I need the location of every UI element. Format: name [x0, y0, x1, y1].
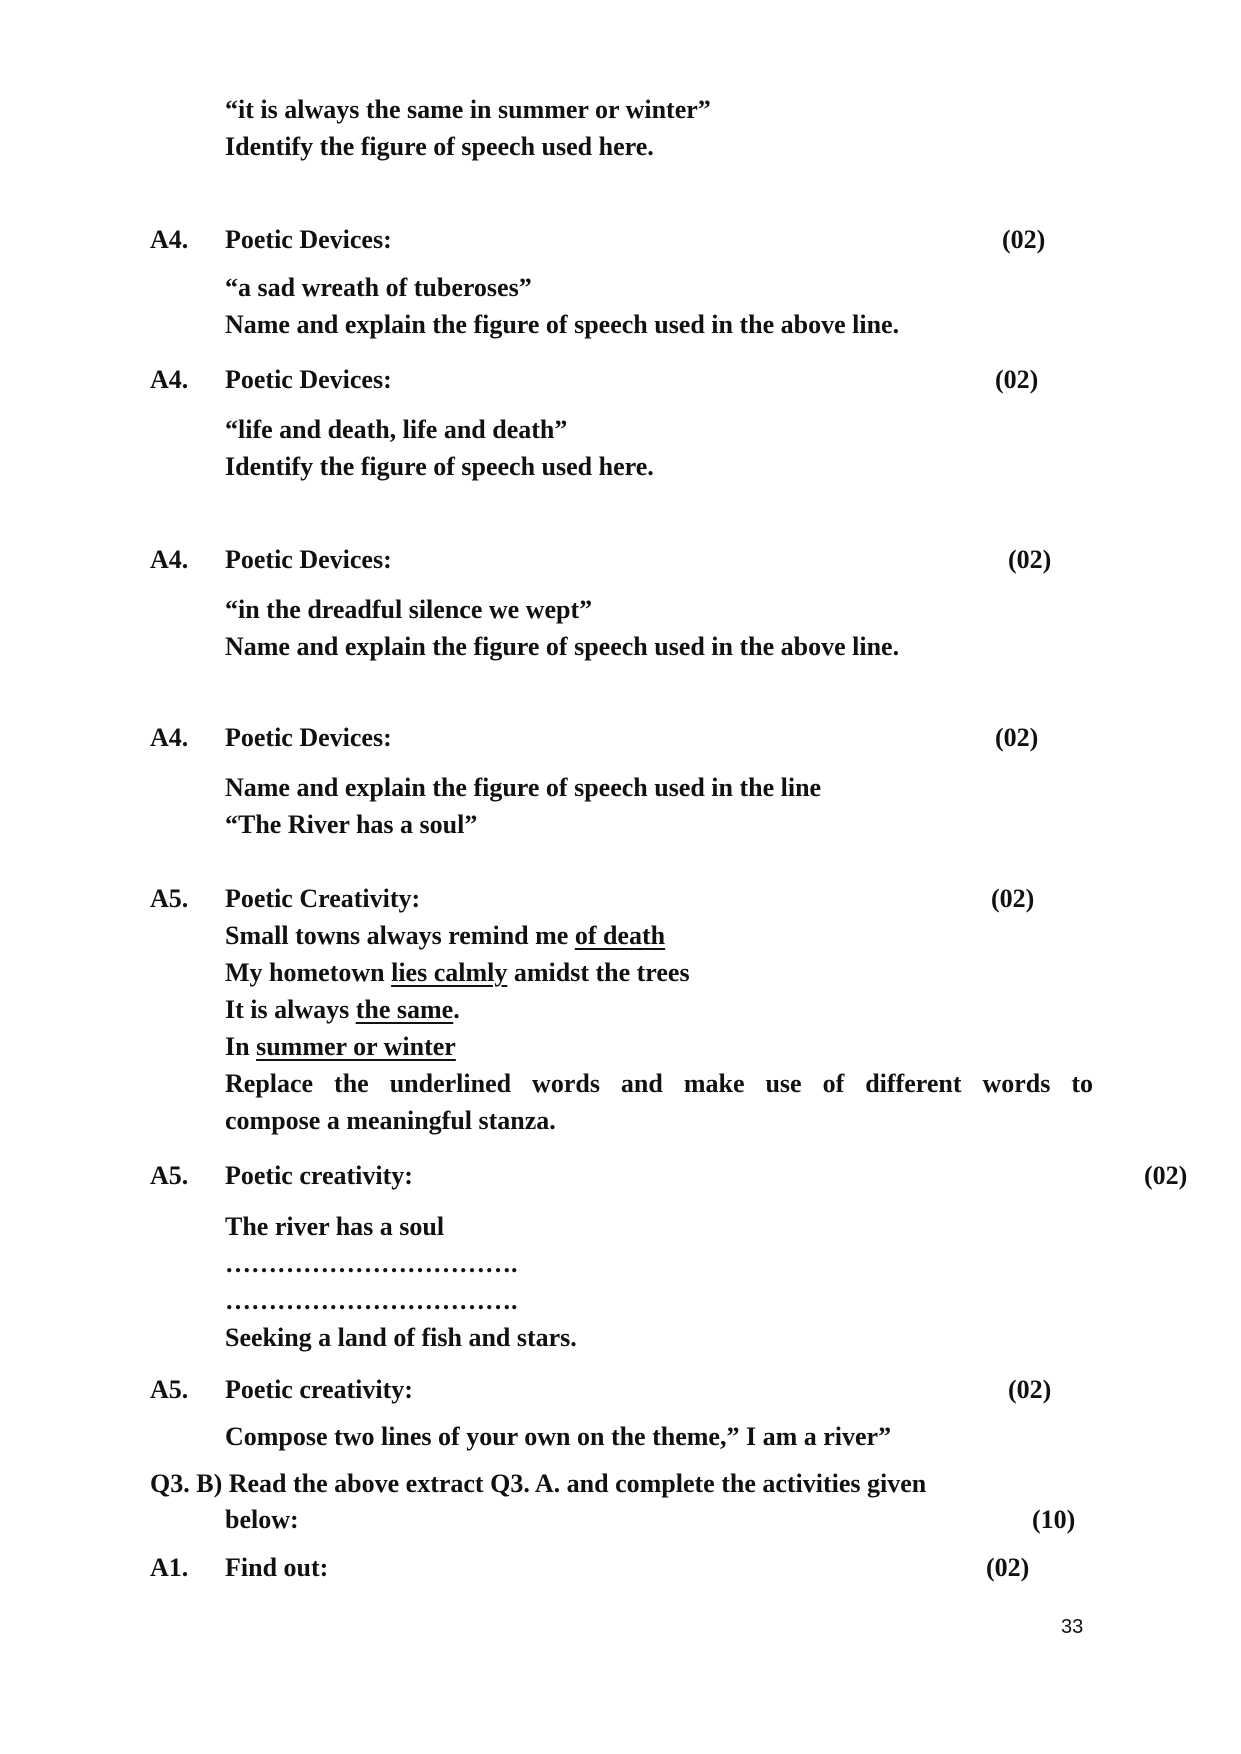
question-text: Identify the figure of speech used here.	[225, 452, 654, 481]
question-text: compose a meaningful stanza.	[225, 1106, 556, 1135]
question-label: A4.	[150, 365, 189, 394]
question-text: Name and explain the figure of speech used in the above line.	[225, 310, 900, 339]
stanza-text: Small towns always remind me	[225, 921, 575, 950]
question-label: A4.	[150, 723, 189, 752]
marks: (02)	[1008, 1375, 1052, 1404]
quote-line: “it is always the same in summer or winter”	[225, 95, 711, 124]
question-label: A5.	[150, 884, 189, 913]
marks: (02)	[995, 365, 1039, 394]
question-title: Poetic Devices:	[225, 225, 392, 254]
question-text: Name and explain the figure of speech used in the above line.	[225, 632, 900, 661]
stanza-line	[225, 958, 690, 988]
question-label: A4.	[150, 225, 189, 254]
stanza-line	[225, 921, 665, 951]
question-label: A5.	[150, 1161, 189, 1190]
stanza-text: amidst the trees	[507, 958, 690, 987]
question-text: Name and explain the figure of speech used in the line	[225, 773, 822, 802]
poem-line: The river has a soul	[225, 1212, 445, 1241]
marks: (02)	[1008, 545, 1052, 574]
poem-line: Seeking a land of fish and stars.	[225, 1323, 577, 1352]
question-title: Poetic creativity:	[225, 1375, 413, 1404]
stanza-text: .	[453, 995, 460, 1024]
question-label: A1.	[150, 1553, 189, 1582]
stanza-line	[225, 995, 460, 1025]
marks: (02)	[986, 1553, 1030, 1582]
quote-line: “The River has a soul”	[225, 810, 478, 839]
underlined-words: the same	[355, 995, 454, 1024]
question-title: Poetic Creativity:	[225, 884, 421, 913]
stanza-text: It is always	[225, 995, 356, 1024]
question-text: Replace the underlined words and make use of different words to	[225, 1069, 1093, 1098]
quote-line: “in the dreadful silence we wept”	[225, 595, 593, 624]
stanza-text: My hometown	[225, 958, 392, 987]
stanza-line	[225, 1032, 456, 1062]
blank-line: …………………………….	[225, 1249, 518, 1278]
question-title: Poetic Devices:	[225, 545, 392, 574]
stanza-text: In	[225, 1032, 257, 1061]
question-text: Identify the figure of speech used here.	[225, 132, 654, 161]
question-label: A5.	[150, 1375, 189, 1404]
underlined-words: summer or winter	[256, 1032, 456, 1061]
marks: (10)	[1032, 1505, 1076, 1534]
question-title: Poetic Devices:	[225, 723, 392, 752]
marks: (02)	[991, 884, 1035, 913]
marks: (02)	[1144, 1161, 1188, 1190]
question-title: Find out:	[225, 1553, 329, 1582]
underlined-words: of death	[574, 921, 666, 950]
question-title: Poetic Devices:	[225, 365, 392, 394]
question-label: A4.	[150, 545, 189, 574]
quote-line: “life and death, life and death”	[225, 415, 568, 444]
underlined-words: lies calmly	[391, 958, 508, 987]
section-heading-cont: below:	[225, 1505, 299, 1534]
blank-line: …………………………….	[225, 1286, 518, 1315]
question-title: Poetic creativity:	[225, 1161, 413, 1190]
question-text: Compose two lines of your own on the theme,” I am a river”	[225, 1422, 892, 1451]
section-heading: Q3. B) Read the above extract Q3. A. and complete the activities given	[150, 1469, 927, 1498]
marks: (02)	[1002, 225, 1046, 254]
page-number: 33	[1061, 1616, 1084, 1638]
quote-line: “a sad wreath of tuberoses”	[225, 273, 532, 302]
marks: (02)	[995, 723, 1039, 752]
